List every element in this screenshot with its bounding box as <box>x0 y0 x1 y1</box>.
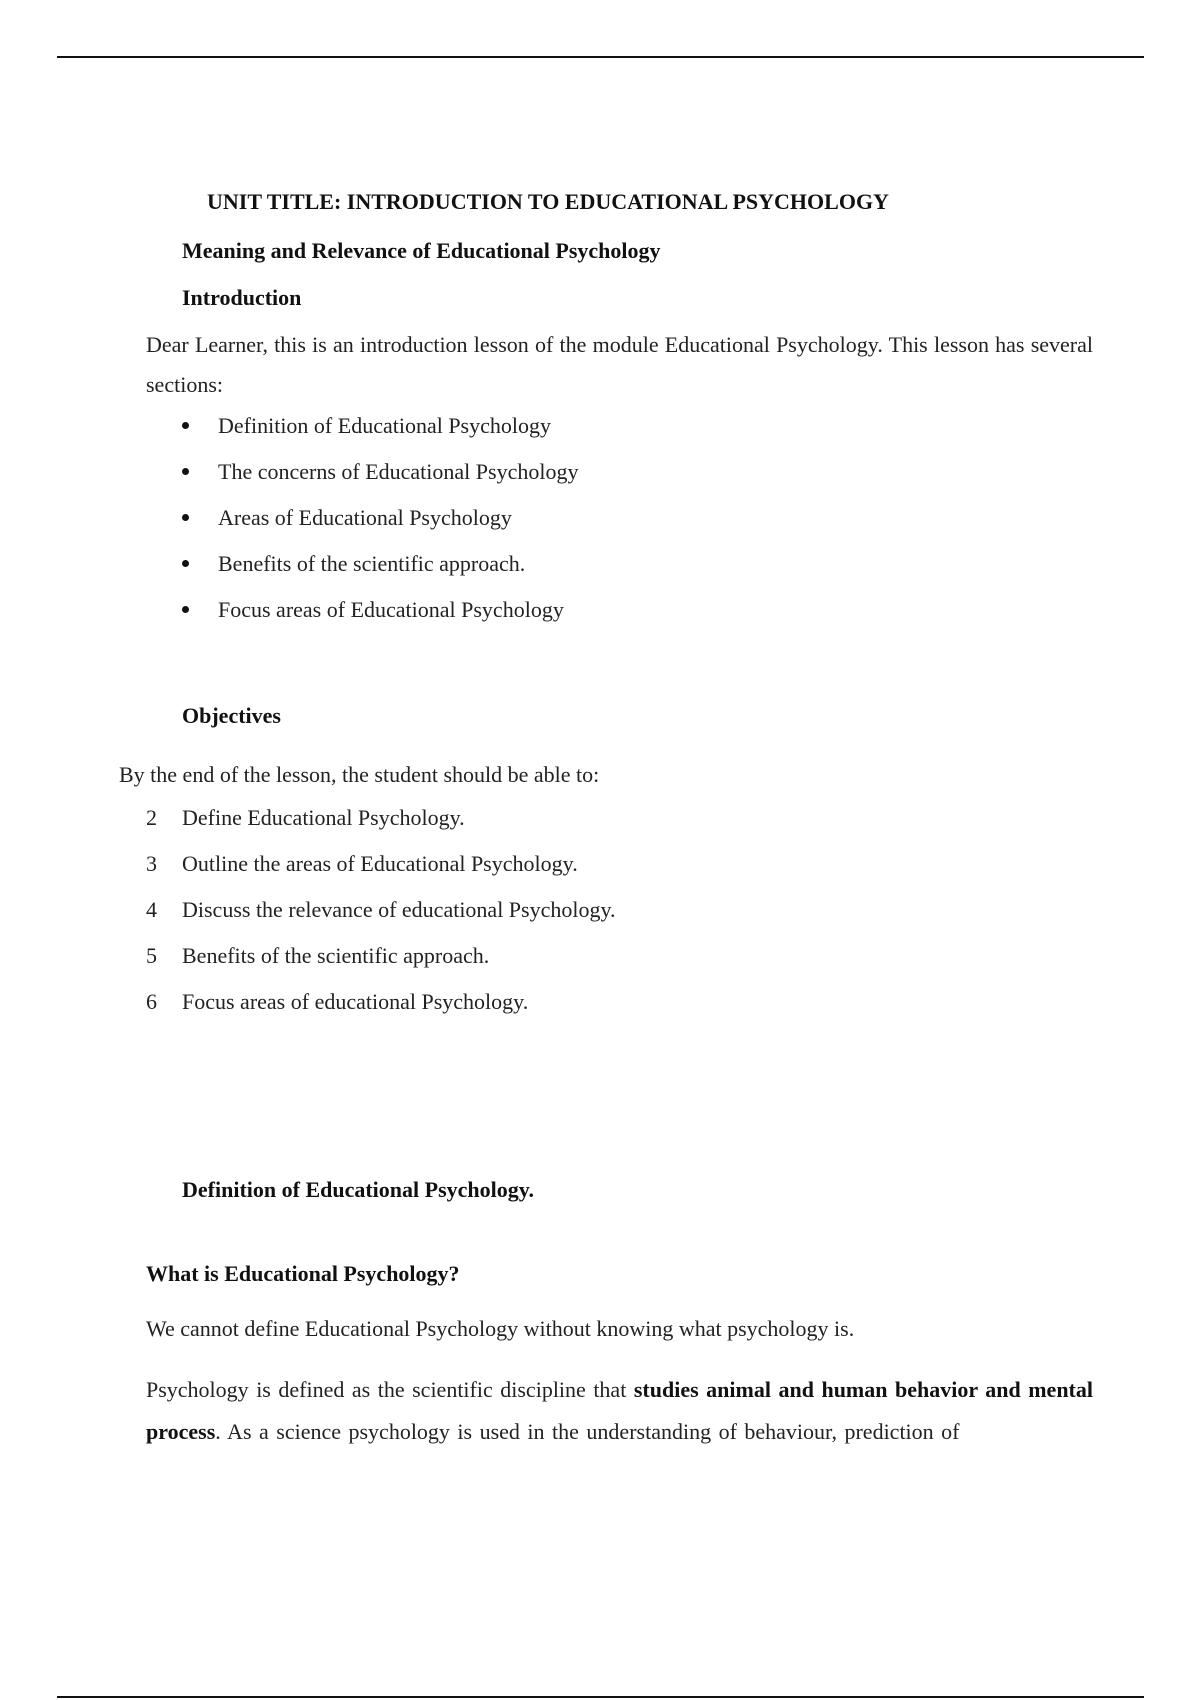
list-item <box>182 458 578 504</box>
lesson-subtitle: Meaning and Relevance of Educational Psychology <box>182 238 661 263</box>
psychology-paragraph <box>146 1369 1093 1453</box>
objectives-heading: Objectives <box>182 703 281 728</box>
list-item-text: Focus areas of educational Psychology. <box>182 989 529 1014</box>
list-item <box>146 850 616 896</box>
list-item-text: Discuss the relevance of educational Psychology. <box>182 897 616 922</box>
psychology-text-start: Psychology is defined as the scientific discipline that <box>146 1377 634 1402</box>
list-item <box>182 504 578 550</box>
list-item-text: Definition of Educational Psychology <box>218 413 551 438</box>
bullet-icon <box>182 468 189 475</box>
list-item-text: Define Educational Psychology. <box>182 805 465 830</box>
list-item <box>146 896 616 942</box>
question-heading: What is Educational Psychology? <box>146 1261 460 1286</box>
objectives-list <box>146 804 616 1034</box>
definition-intro: We cannot define Educational Psychology without knowing what psychology is. <box>146 1316 855 1341</box>
list-item-text: Areas of Educational Psychology <box>218 505 512 530</box>
psychology-text-bold: studies animal and human behavior and mental process <box>146 1377 1093 1444</box>
list-number: 6 <box>146 989 157 1014</box>
definition-heading: Definition of Educational Psychology. <box>182 1177 535 1202</box>
list-number: 5 <box>146 943 157 968</box>
list-item <box>146 942 616 988</box>
list-item <box>146 804 616 850</box>
list-item <box>182 412 578 458</box>
list-number: 2 <box>146 805 157 830</box>
footer-rule <box>57 1696 1144 1698</box>
psychology-text-end: . As a science psychology is used in the understanding of behaviour, prediction of <box>215 1419 960 1444</box>
list-item-text: Benefits of the scientific approach. <box>218 551 526 576</box>
list-item-text: Outline the areas of Educational Psychology. <box>182 851 578 876</box>
header-rule <box>57 56 1144 58</box>
sections-list <box>182 412 578 642</box>
list-number: 4 <box>146 897 157 922</box>
bullet-icon <box>182 560 189 567</box>
objectives-lead: By the end of the lesson, the student should be able to: <box>119 762 600 787</box>
unit-title: UNIT TITLE: INTRODUCTION TO EDUCATIONAL PSYCHOLOGY <box>207 189 889 214</box>
introduction-heading: Introduction <box>182 285 302 310</box>
bullet-icon <box>182 514 189 521</box>
list-item <box>146 988 616 1034</box>
list-item <box>182 550 578 596</box>
list-item-text: Benefits of the scientific approach. <box>182 943 490 968</box>
bullet-icon <box>182 606 189 613</box>
bullet-icon <box>182 422 189 429</box>
list-number: 3 <box>146 851 157 876</box>
list-item <box>182 596 578 642</box>
list-item-text: The concerns of Educational Psychology <box>218 459 579 484</box>
introduction-paragraph: Dear Learner, this is an introduction lesson of the module Educational Psychology. This lesson has several sections: <box>146 332 1093 397</box>
list-item-text: Focus areas of Educational Psychology <box>218 597 564 622</box>
